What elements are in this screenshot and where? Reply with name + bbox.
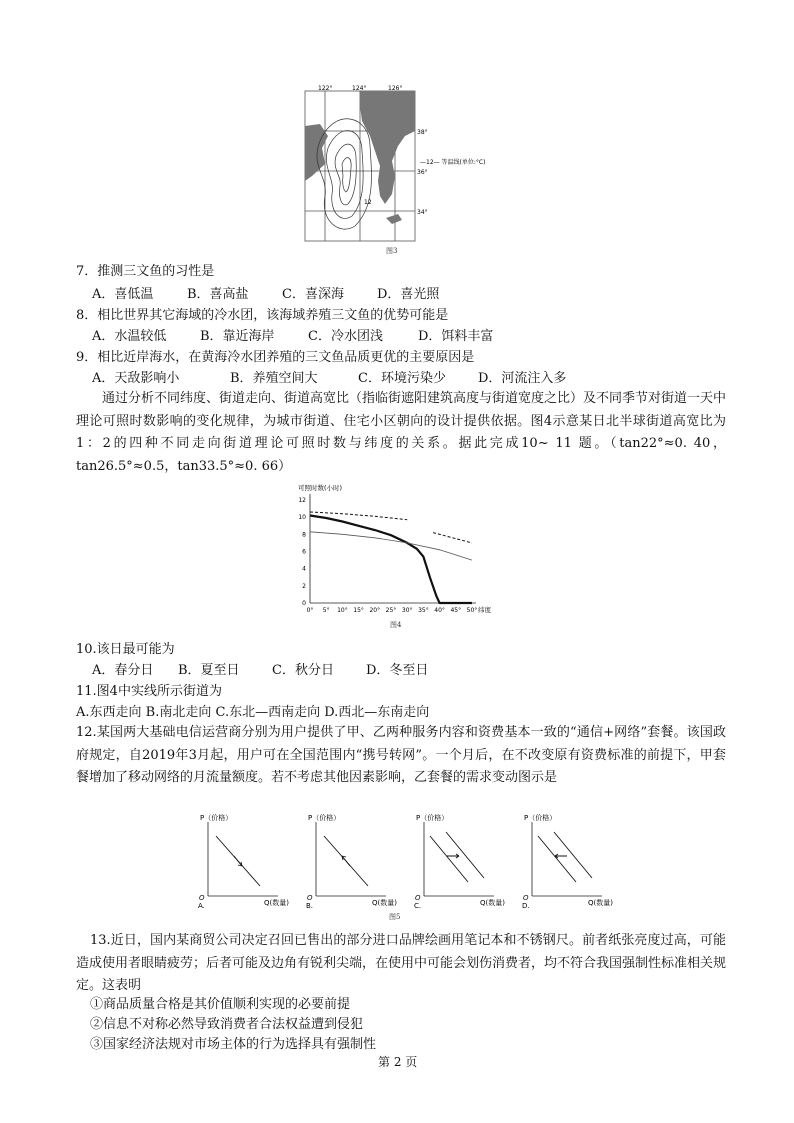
y-tick-label: 8 xyxy=(302,531,306,539)
graph-x-label: Q(数量) xyxy=(480,899,505,907)
q7-option-a[interactable]: A．喜低温 xyxy=(92,287,154,302)
series-line-1 xyxy=(310,516,472,604)
q13-item-1: ①商品质量合格是其价值顺利实现的必要前提 xyxy=(90,997,351,1012)
x-tick-label: 15° xyxy=(353,607,364,614)
x-tick-label: 50° xyxy=(466,607,478,614)
q12-stem: 12.某国两大基础电信运营商分别为用户提供了甲、乙两种服务内容和资费基本一致的“通信+网络”套餐。该国政府规定，自2019年3月起，用户可在全国范围内“携号转网”。一个月后，在不改变原有资费标准的前提下，甲套餐增加了移动网络的月流量额度。若不考虑其他因素影响，乙套餐的需求变动图示是 xyxy=(76,725,726,785)
graph-origin: O xyxy=(307,894,313,902)
x-tick-label: 25° xyxy=(385,607,397,614)
y-tick-label: 10 xyxy=(298,514,306,522)
q11-options[interactable]: A.东西走向 B.南北走向 C.东北—西南走向 D.西北—东南走向 xyxy=(76,705,430,720)
demand-curve-1 xyxy=(538,836,576,882)
fig4-chart xyxy=(290,478,510,618)
y-axis-label: 可照时数(小时) xyxy=(298,484,343,492)
x-tick-label: 0° xyxy=(306,607,314,614)
x-axis-label: 纬度 xyxy=(478,606,491,614)
lat-label-34: 34° xyxy=(417,209,428,216)
q8-option-d[interactable]: D．饵料丰富 xyxy=(418,329,494,344)
passage-street: 通过分析不同纬度、街道走向、街道高宽比（指临街遮阳建筑高度与街道宽度之比）及不同季节对街道一天中理论可照时数影响的变化规律，为城市街道、住宅小区朝向的设计提供依据。图4示意某日北半球街道高宽比为1：2的四种不同走向街道理论可照时数与纬度的关系。据此完成10~ 11 题。（tan22°≈0. 40，tan26.5°≈0.5，tan33.5°≈0. 66） xyxy=(76,391,727,474)
demand-curve-2 xyxy=(554,832,592,878)
y-tick-label: 0 xyxy=(302,600,306,607)
q7-option-d[interactable]: D．喜光照 xyxy=(377,287,440,302)
fig3-caption: 图3 xyxy=(386,247,398,255)
page-footer: 第 2 页 xyxy=(378,1055,418,1069)
x-tick-label: 45° xyxy=(450,607,462,614)
graph-panel-label: D. xyxy=(522,902,530,910)
q9-option-d[interactable]: D．河流注入多 xyxy=(478,371,567,386)
q8-option-a[interactable]: A．水温较低 xyxy=(92,329,167,344)
shift-arrow xyxy=(555,854,567,858)
lat-label-38: 38° xyxy=(417,129,428,136)
demand-curve-2 xyxy=(446,832,484,878)
x-tick-label: 35° xyxy=(418,607,429,614)
y-tick-label: 4 xyxy=(302,565,306,573)
y-tick-label: 12 xyxy=(298,497,306,504)
graph-x-label: Q(数量) xyxy=(588,899,613,907)
x-tick-label: 10° xyxy=(337,607,348,614)
q9-option-c[interactable]: C．环境污染少 xyxy=(358,371,446,386)
graph-y-label: P（价格） xyxy=(416,814,449,822)
q7-options xyxy=(92,285,439,305)
graph-origin: O xyxy=(415,894,421,902)
graph-panel-label: B. xyxy=(306,902,314,910)
q9-options xyxy=(92,369,566,389)
x-tick-label: 5° xyxy=(322,607,330,614)
q13-item-2: ②信息不对称必然导致消费者合法权益遭到侵犯 xyxy=(90,1017,364,1032)
lon-label-122: 122° xyxy=(318,85,333,92)
lon-label-124: 124° xyxy=(352,85,367,92)
q9-option-b[interactable]: B．养殖空间大 xyxy=(230,371,318,386)
graph-y-label: P（价格） xyxy=(524,814,557,822)
graph-x-label: Q(数量) xyxy=(264,899,289,907)
graph-origin: O xyxy=(523,894,529,902)
graph-x-label: Q(数量) xyxy=(372,899,397,907)
q10-stem: 10.该日最可能为 xyxy=(76,642,175,657)
q8-stem: 8．相比世界其它海域的冷水团，该海域养殖三文鱼的优势可能是 xyxy=(76,308,449,323)
q7-option-b[interactable]: B．喜高盐 xyxy=(187,287,249,302)
fig5-graphs xyxy=(196,812,613,912)
q9-option-a[interactable]: A．天敌影响小 xyxy=(92,371,180,386)
fig5-caption: 图5 xyxy=(389,913,401,921)
graph-y-label: P（价格） xyxy=(308,814,341,822)
q10-option-c[interactable]: C．秋分日 xyxy=(272,663,334,678)
q8-option-b[interactable]: B．靠近海岸 xyxy=(200,329,275,344)
series-line-4 xyxy=(433,533,472,543)
x-tick-label: 40° xyxy=(434,607,445,614)
q7-option-c[interactable]: C．喜深海 xyxy=(282,287,344,302)
shift-arrow xyxy=(234,856,242,866)
shift-arrow xyxy=(342,856,350,866)
graph-panel-label: A. xyxy=(198,902,205,910)
graph-origin: O xyxy=(199,894,205,902)
isotherm-legend: —12— 等温线(单位:°C) xyxy=(420,159,486,166)
q11-stem: 11.图4中实线所示街道为 xyxy=(76,684,222,699)
shift-arrow xyxy=(447,854,459,858)
graph-y-label: P（价格） xyxy=(200,814,233,822)
land-jeju xyxy=(386,214,402,224)
q13-stem: 13.近日，国内某商贸公司决定召回已售出的部分进口品牌绘画用笔记本和不锈钢尺。前者纸张亮度过高，可能造成使用者眼睛疲劳；后者可能及边角有锐利尖端，在使用中可能会划伤消费者，均不符合我国强制性标准相关规定。这表明 xyxy=(76,933,727,993)
q7-stem: 7．推测三文鱼的习性是 xyxy=(76,264,215,279)
q8-options xyxy=(92,327,493,347)
demand-curve-1 xyxy=(430,836,468,882)
q8-option-c[interactable]: C．冷水团浅 xyxy=(308,329,383,344)
fig3-map xyxy=(300,86,500,246)
y-tick-label: 6 xyxy=(302,548,306,556)
lat-label-36: 36° xyxy=(417,169,428,176)
y-tick-label: 2 xyxy=(302,582,306,590)
q13-item-3: ③国家经济法规对市场主体的行为选择具有强制性 xyxy=(90,1037,377,1052)
q10-option-b[interactable]: B．夏至日 xyxy=(178,663,240,678)
land-korea xyxy=(360,91,415,204)
lon-label-126: 126° xyxy=(388,85,403,92)
contour-label: 12 xyxy=(364,199,372,206)
x-tick-label: 20° xyxy=(369,607,381,614)
q10-option-a[interactable]: A．春分日 xyxy=(92,663,154,678)
graph-panel-label: C. xyxy=(414,902,422,910)
fig4-caption: 图4 xyxy=(390,621,402,629)
q10-option-d[interactable]: D．冬至日 xyxy=(366,663,429,678)
q10-options xyxy=(92,661,428,681)
q9-stem: 9．相比近岸海水，在黄海冷水团养殖的三文鱼品质更优的主要原因是 xyxy=(76,350,475,365)
x-tick-label: 30° xyxy=(401,607,413,614)
